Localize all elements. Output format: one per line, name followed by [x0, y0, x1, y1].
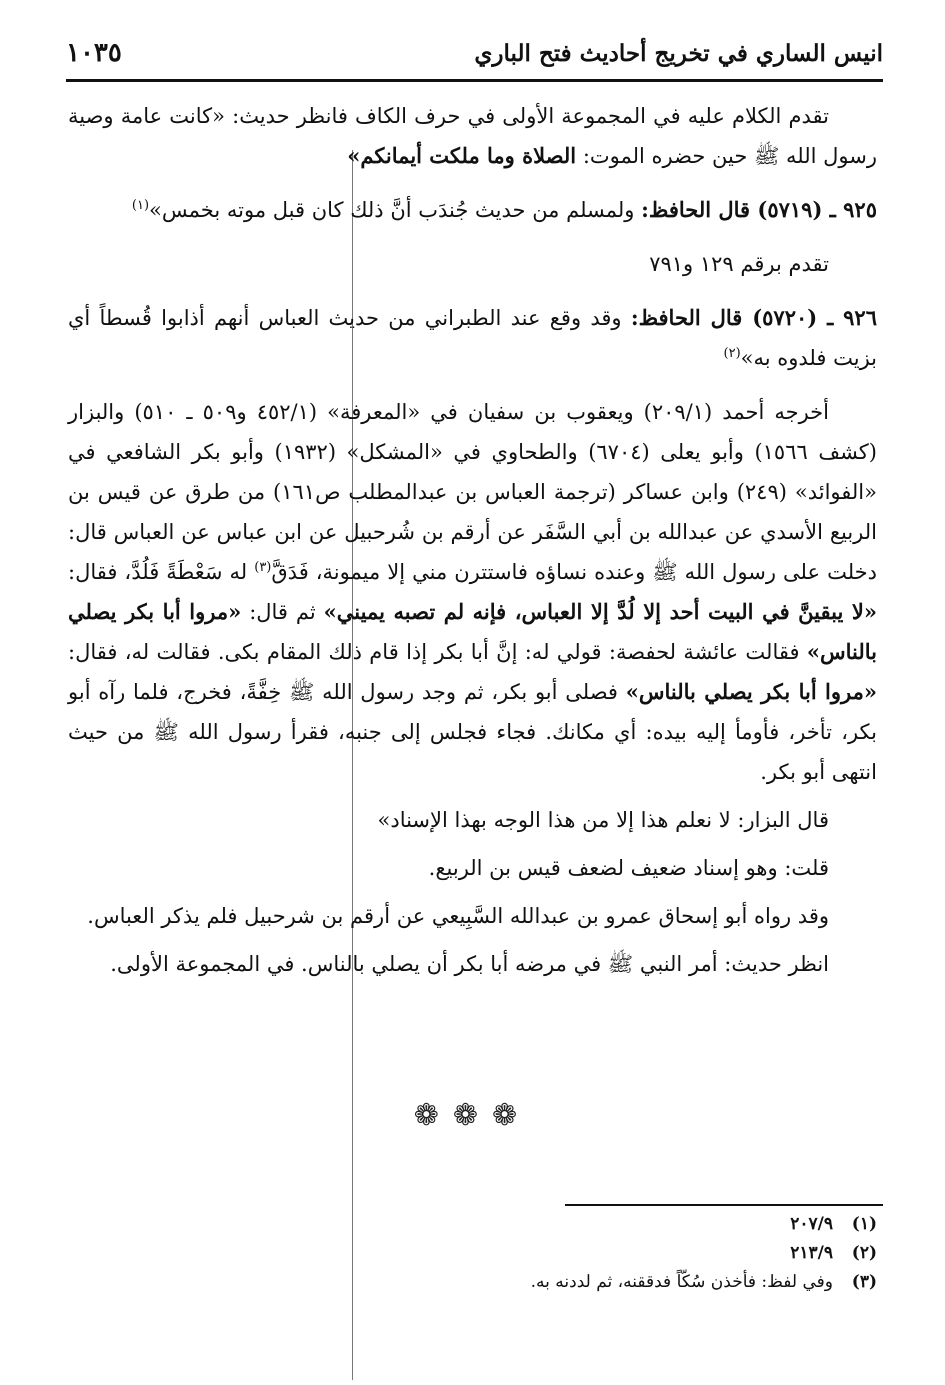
- entry-label: ٩٢٦ ـ (٥٧٢٠) قال الحافظ:: [630, 305, 877, 330]
- quoted-hadith: «مروا أبا بكر يصلي بالناس»: [625, 679, 877, 704]
- footnote-text: ٢١٣/٩: [790, 1243, 833, 1263]
- footnote-number: (٣): [851, 1272, 877, 1292]
- footnote-number: (١): [851, 1214, 877, 1234]
- header-divider: [66, 79, 883, 82]
- alternate-narration: [68, 896, 877, 936]
- paragraph-text: قلت: وهو إسناد ضعيف لضعف قيس بن الربيع.: [428, 856, 829, 880]
- footnote-ref-1: (١): [131, 198, 150, 213]
- author-comment: [68, 848, 877, 888]
- takhrij-paragraph: [68, 392, 877, 792]
- book-title: انيس الساري في تخريج أحاديث فتح الباري: [474, 40, 883, 67]
- footnote-3: [68, 1268, 877, 1297]
- paragraph-text: تقدم الكلام عليه في المجموعة الأولى في حرف الكاف فانظر حديث: «كانت عامة وصية رسول الله ﷺ حين حضره الموت:: [68, 104, 877, 168]
- footnote-text: وفي لفظ: فأخذن سُكّاً فدققنه، ثم لددنه به.: [530, 1272, 833, 1292]
- paragraph-text: انظر حديث: أمر النبي ﷺ في مرضه أبا بكر أن يصلي بالناس. في المجموعة الأولى.: [110, 952, 829, 976]
- paragraph-text: ثم قال:: [249, 600, 316, 624]
- entry-925: [68, 190, 877, 230]
- page-number: ١٠٣٥: [66, 38, 122, 68]
- footnote-ref-2: (٢): [723, 346, 741, 361]
- ornament-stars-icon: ❁❁❁: [413, 1098, 532, 1133]
- quoted-hadith: «لا يبقينَّ في البيت أحد إلا لُدَّ إلا العباس، فإنه لم تصبه يميني»: [323, 599, 877, 624]
- cross-reference: [68, 244, 877, 284]
- entry-text: وقد وقع عند الطبراني من حديث العباس أنهم أذابوا قُسطاً أي بزيت فلدوه به»: [68, 306, 877, 370]
- paragraph-text: قال البزار: لا نعلم هذا إلا من هذا الوجه بهذا الإسناد»: [377, 808, 829, 832]
- bazzar-comment: [68, 800, 877, 840]
- quoted-hadith: الصلاة وما ملكت أيمانكم»: [347, 143, 577, 168]
- paragraph-text: أخرجه أحمد (٢٠٩/١) ويعقوب بن سفيان في «المعرفة» (٤٥٢/١ و٥٠٩ ـ ٥١٠) والبزار (كشف ١٥٦٦) وأبو يعلى (٦٧٠٤) والطحاوي في «المشكل» (١٩٣٢) وأبو بكر الشافعي في «الفوائد» (٢٤٩) وابن عساكر (ترجمة العباس بن عبدالمطلب ص١٦١) من طرق عن قيس بن الربيع الأسدي عن عبدالله بن أبي السَّفَر عن أرقم بن شُرحبيل عن ابن عباس عن العباس قال: دخلت على رسول الله ﷺ وعنده نساؤه فاستترن مني إلا ميمونة، فَدَقَّ: [68, 400, 877, 584]
- footnote-text: ٢٠٧/٩: [790, 1214, 833, 1234]
- paragraph-previous-reference: [68, 96, 877, 176]
- entry-text: ولمسلم من حديث جُندَب أنَّ ذلك كان قبل موته بخمس»: [149, 198, 635, 222]
- paragraph-text: وقد رواه أبو إسحاق عمرو بن عبدالله السَّبِيعي عن أرقم بن شرحبيل فلم يذكر العباس.: [87, 904, 829, 928]
- entry-926: [68, 298, 877, 378]
- paragraph-text: له سَعْطَةً فَلُدَّ، فقال:: [68, 560, 248, 584]
- see-also: [68, 944, 877, 984]
- footnotes: [68, 1210, 877, 1297]
- footnote-ref-3: (٣): [254, 560, 272, 575]
- footnote-number: (٢): [851, 1243, 877, 1263]
- footnote-divider: [565, 1204, 883, 1206]
- cross-reference-text: تقدم برقم ١٢٩ و٧٩١: [649, 252, 829, 276]
- footnote-2: [68, 1239, 877, 1268]
- entry-label: ٩٢٥ ـ (٥٧١٩) قال الحافظ:: [641, 197, 877, 222]
- main-text: [68, 96, 877, 992]
- paragraph-text: فصلى أبو بكر، ثم وجد رسول الله ﷺ خِفَّةً، فخرج، فلما رآه أبو بكر، تأخر، فأومأ إليه بيده: أي مكانك. فجاء فجلس إلى جنبه، فقرأ رسول الله ﷺ من حيث انتهى أبو بكر.: [68, 680, 877, 784]
- footnote-1: [68, 1210, 877, 1239]
- paragraph-text: فقالت عائشة لحفصة: قولي له: إنَّ أبا بكر إذا قام ذلك المقام بكى. فقالت له، فقال:: [68, 640, 800, 664]
- quoted-hadith: «مروا أبا بكر يصلي بالناس»: [68, 599, 877, 664]
- running-header: [66, 36, 883, 76]
